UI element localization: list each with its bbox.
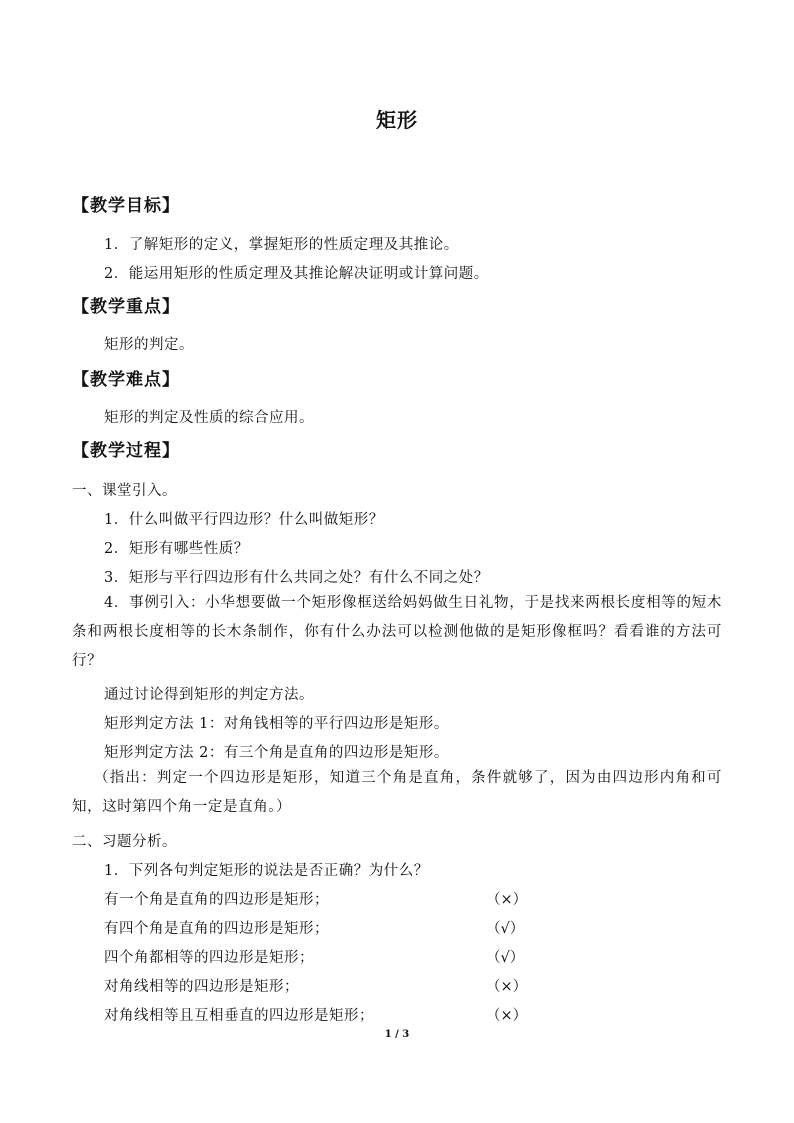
note-text: （指出：判定一个四边形是矩形，知道三个角是直角，条件就够了，因为由四边形内角和可知，这时第四个角一定是直角。）: [72, 770, 722, 815]
question-4: 4．事例引入：小华想要做一个矩形像框送给妈妈做生日礼物，于是找来两根长度相等的短木条和两根长度相等的长木条制作，你有什么办法可以检测他做的是矩形像框吗？看看谁的方法可行？: [72, 595, 722, 669]
difficulty-text: 矩形的判定及性质的综合应用。: [104, 410, 314, 426]
statement-2: 有四个角是直角的四边形是矩形；: [104, 921, 329, 937]
discussion-text: 通过讨论得到矩形的判定方法。: [104, 687, 314, 703]
page-title: 矩形: [376, 108, 418, 132]
answer-4: （×）: [486, 979, 528, 995]
answer-2: （√）: [486, 921, 525, 937]
key-text: 矩形的判定。: [104, 337, 194, 353]
question-3: 3．矩形与平行四边形有什么共同之处？有什么不同之处？: [104, 570, 489, 586]
part1-title: 一、课堂引入。: [72, 483, 177, 499]
method-2: 矩形判定方法 2：有三个角是直角的四边形是矩形。: [104, 745, 449, 761]
objective-1: 1．了解矩形的定义，掌握矩形的性质定理及其推论。: [104, 237, 459, 253]
difficulty-heading: 【教学难点】: [72, 370, 180, 390]
statement-5: 对角线相等且互相垂直的四边形是矩形；: [104, 1008, 374, 1024]
objectives-heading: 【教学目标】: [72, 196, 180, 216]
question-2: 2．矩形有哪些性质？: [104, 541, 249, 557]
answer-1: （×）: [486, 892, 528, 908]
answer-5: （×）: [486, 1008, 528, 1024]
part2-title: 二、习题分析。: [72, 834, 177, 850]
page-number: 1 / 3: [384, 1029, 410, 1040]
exercise-question: 1．下列各句判定矩形的说法是否正确？为什么？: [104, 863, 429, 879]
answer-3: （√）: [486, 950, 525, 966]
question-1: 1．什么叫做平行四边形？什么叫做矩形？: [104, 512, 384, 528]
process-heading: 【教学过程】: [72, 441, 180, 461]
objective-2: 2．能运用矩形的性质定理及其推论解决证明或计算问题。: [104, 266, 489, 282]
key-heading: 【教学重点】: [72, 297, 180, 317]
statement-1: 有一个角是直角的四边形是矩形；: [104, 892, 329, 908]
method-1: 矩形判定方法 1：对角钱相等的平行四边形是矩形。: [104, 716, 449, 732]
statement-4: 对角线相等的四边形是矩形；: [104, 979, 299, 995]
statement-3: 四个角都相等的四边形是矩形；: [104, 950, 314, 966]
